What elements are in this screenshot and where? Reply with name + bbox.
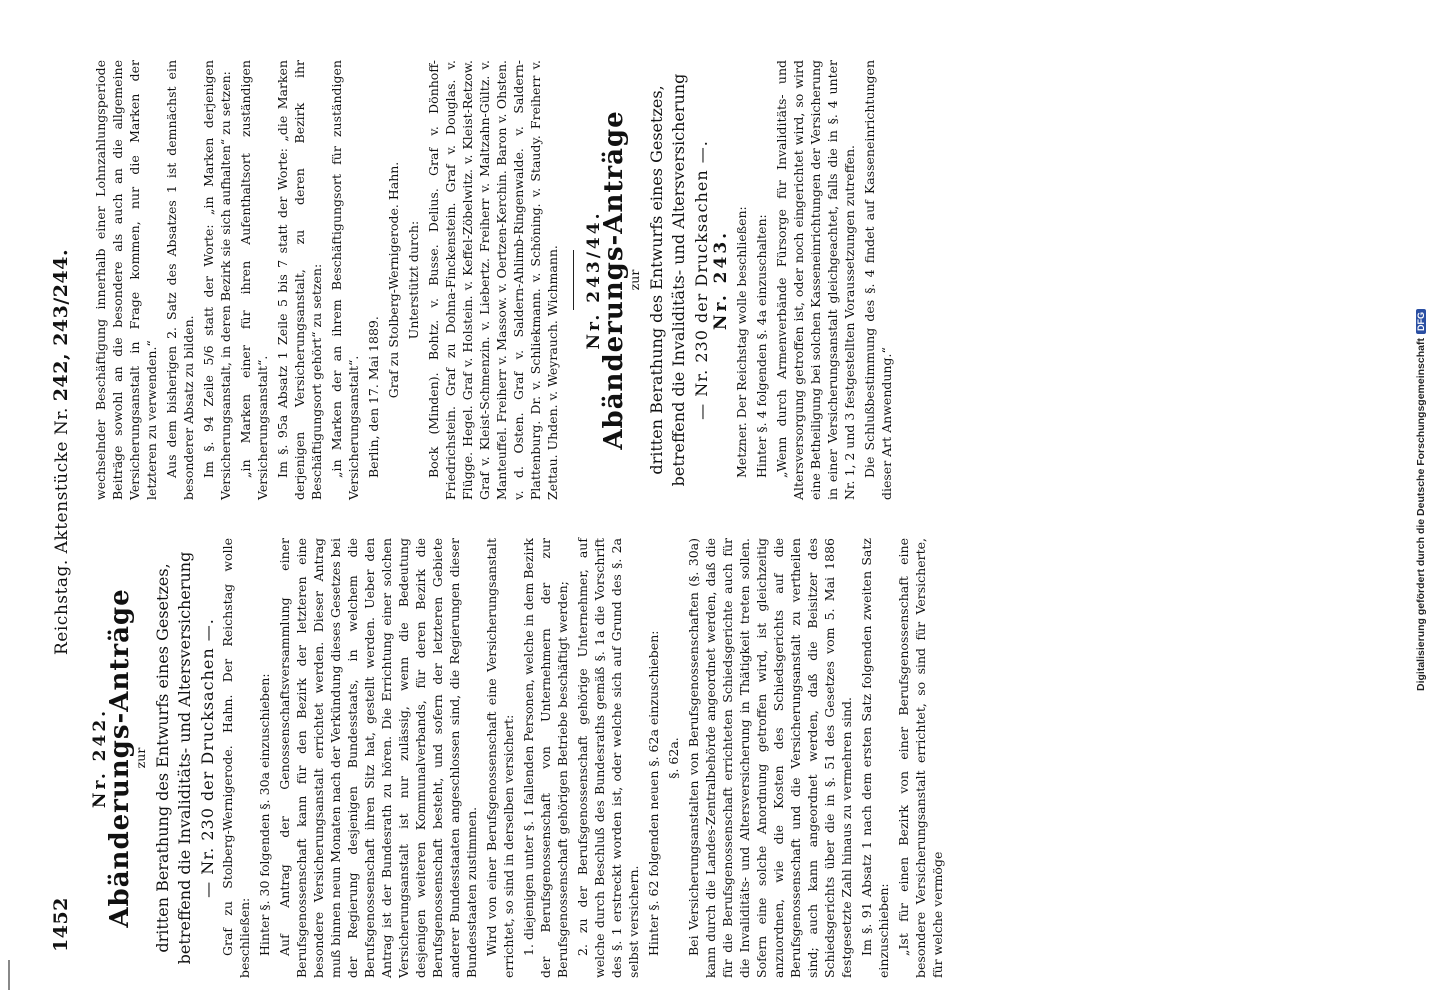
section-subtitle: dritten Berathung des Entwurfs eines Gesetzes, betreffend die Invaliditäts- und Altersversicherung: [153, 551, 194, 965]
credit-text: Digitalisierung gefördert durch die Deutsche Forschungsgemeinschaft: [1415, 338, 1427, 691]
section-zur: zur: [627, 269, 642, 291]
date-line: Berlin, den 17. Mai 1889.: [366, 316, 381, 478]
section-subtitle-ref: — Nr. 230 der Drucksachen —.: [692, 140, 711, 420]
paragraph-heading: §. 62a.: [666, 737, 681, 779]
signature: Graf zu Stolberg-Wernigerode. Hahn.: [386, 161, 401, 399]
paragraph: Bei Versicherungsanstalten von Berufsgenossenschaften (§. 30a) kann durch die Landes-Zentralbehörde angeordnet werden, daß die für die Berufsgenossenschaft errichteten Schiedsgerichte auch für die Invaliditäts- und Altersversicherung in Thätigkeit treten sollen. Sofern eine solche Anordnung getroffen wird, ist gleichzeitig anzuordnen, wie die Kosten des Schiedsgerichts auf die Berufsgenossenschaft und die Versicherungsanstalt zu vertheilen sind; auch kann angeordnet werden, daß die Beisitzer des Schiedsgerichts über die in §. 51 des Gesetzes vom 5. Mai 1886 festgesetzte Zahl hinaus zu vermehren sind.: [686, 538, 854, 978]
paragraph: wechselnder Beschäftigung innerhalb einer Lohnzahlungsperiode Beiträge sowohl an die besondere als auch an die allgemeine Versicherungsanstalt in Frage kommen, nur die Marken der letzteren zu verwenden.“: [93, 60, 159, 500]
right-column: [92, 60, 1392, 500]
paragraph: „in Marken einer für ihren Aufenthaltsort zuständigen Versicherungsanstalt“.: [238, 60, 270, 500]
paragraph: Hinter §. 30 folgenden §. 30a einzuschieben:: [257, 673, 272, 956]
section-subtitle: dritten Berathung des Entwurfs eines Gesetzes, betreffend die Invaliditäts- und Altersversicherung: [647, 73, 688, 487]
page-header: [42, 60, 82, 960]
supporters-list: Bock (Minden). Bohtz. v. Busse. Delius. Graf v. Dönhoff-Friedrichstein. Graf zu Dohna-Finckenstein. Graf v. Douglas. v. Flügge. Hegel. Graf v. Holstein. v. Keffel-Zöbelwitz. v. Kleist-Retzow. Graf v. Kleist-Schmenzin. v. Liebertz. Freiherr v. Maltzahn-Gültz. v. Manteuffel. Freiherr v. Massow. v. Oertzen-Kerchin. Baron v. Ohsten. v. d. Osten. Graf v. Saldern-Ahlimb-Ringenwalde. v. Saldern-Plattenburg. Dr. v. Schliekmann. v. Schöning. v. Staudy. Freiherr v. Zettau. Uhden. v. Weyrauch. Wichmann.: [426, 60, 560, 500]
paragraph: Die Schlußbestimmung des §. 4 findet auf Kasseneinrichtungen dieser Art Anwendung.“: [862, 60, 894, 500]
list-item: 2. zu der Berufsgenossenschaft gehörige Unternehmer, auf welche durch Beschluß des Bundesraths gemäß §. 1a die Vorschrift des §. 1 erstreckt worden ist, oder welche sich auf Grund des §. 2a selbst versichern.: [575, 538, 641, 978]
left-column: [92, 538, 1392, 978]
paragraph: „Ist für einen Bezirk von einer Berufsgenossenschaft eine besondere Versicherungsanstalt errichtet, so sind für Versicherte, für welche vermöge: [896, 538, 945, 978]
paragraph: Auf Antrag der Genossenschaftsversammlung einer Berufsgenossenschaft kann für den Bezirk der letzteren eine besondere Versicherungsanstalt errichtet werden. Dieser Antrag muß binnen neun Monaten nach der Verkündung dieses Gesetzes bei der Regierung desjenigen Bundesstaats, in welchem die Berufsgenossenschaft ihren Sitz hat, gestellt werden. Ueber den Antrag ist der Bundesrath zu hören. Die Errichtung einer solchen Versicherungsanstalt ist nur zulässig, wenn die Bedeutung desjenigen weiteren Kommunalverbands, für deren Bezirk die Berufsgenossenschaft besteht, und sofern der letzteren Gebiete anderer Bundesstaaten angeschlossen sind, die Regierungen dieser Bundesstaaten zustimmen.: [277, 537, 479, 978]
digitization-credit: [1410, 30, 1432, 970]
running-title: [50, 249, 72, 655]
section-title: Abänderungs-Anträge: [105, 588, 135, 928]
paragraph: Im §. 91 Absatz 1 nach dem ersten Satz folgenden zweiten Satz einzuschieben:: [859, 538, 891, 978]
page-number: 1452: [50, 897, 72, 952]
section-zur: zur: [133, 747, 148, 769]
paragraph: Wird von einer Berufsgenossenschaft eine Versicherungsanstalt errichtet, so sind in derselben versichert:: [484, 538, 516, 978]
motion-intro: Metzner. Der Reichstag wolle beschließen:: [734, 206, 749, 478]
paragraph: Im §. 94 Zeile 5/6 statt der Worte: „in Marken derjenigen Versicherungsanstalt, in deren Bezirk sie sich aufhalten“ zu setzen:: [201, 60, 233, 500]
divider: [573, 250, 574, 310]
paragraph: „Wenn durch Armenverbände Fürsorge für Invaliditäts- und Altersversorgung getroffen ist, oder noch eingerichtet wird, so wird eine Betheiligung bei solchen Kasseneinrichtungen der Versicherung in einer Versicherungsanstalt gleichgeachtet, falls die in §. 4 unter Nr. 1, 2 und 3 festgestellten Voraussetzungen zutreffen.: [774, 60, 857, 500]
document-numbers: 242, 243/244.: [50, 248, 72, 402]
credit-line: [1415, 309, 1427, 691]
motion-intro: Graf zu Stolberg-Wernigerode. Hahn. Der Reichstag wolle beschließen:: [220, 538, 252, 978]
running-title-text: Reichstag. Aktenstücke Nr.: [52, 407, 72, 655]
section-number: Nr. 243.: [711, 229, 731, 331]
paragraph: Hinter §. 62 folgenden neuen §. 62a einzuschieben:: [646, 630, 661, 956]
supported-by-label: Unterstützt durch:: [406, 220, 421, 340]
paragraph: „in Marken der an ihrem Beschäftigungsort für zuständigen Versicherungsanstalt“.: [329, 60, 361, 500]
dfg-logo: DFG: [1416, 309, 1426, 334]
paragraph: Hinter §. 4 folgenden §. 4a einzuschalten:: [754, 214, 769, 478]
section-number: Nr. 243/44.: [584, 210, 604, 350]
section-subtitle-ref: — Nr. 230 der Drucksachen —.: [198, 618, 217, 898]
list-item: 1. diejenigen unter §. 1 fallenden Personen, welche in dem Bezirk der Berufsgenossenschaft von Unternehmern der zur Berufsgenossenschaft gehörigen Betriebe beschäftigt werden;: [521, 538, 570, 978]
section-number: Nr. 242.: [90, 707, 110, 809]
scan-edge-mark: [8, 960, 10, 990]
section-title: Abänderungs-Anträge: [599, 110, 629, 450]
paragraph: Im §. 95a Absatz 1 Zeile 5 bis 7 statt der Worte: „die Marken derjenigen Versicherungsanstalt, zu deren Bezirk ihr Beschäftigungsort gehört“ zu setzen:: [275, 60, 324, 500]
paragraph: Aus dem bisherigen 2. Satz des Absatzes 1 ist demnächst ein besonderer Absatz zu bilden.: [164, 60, 196, 500]
